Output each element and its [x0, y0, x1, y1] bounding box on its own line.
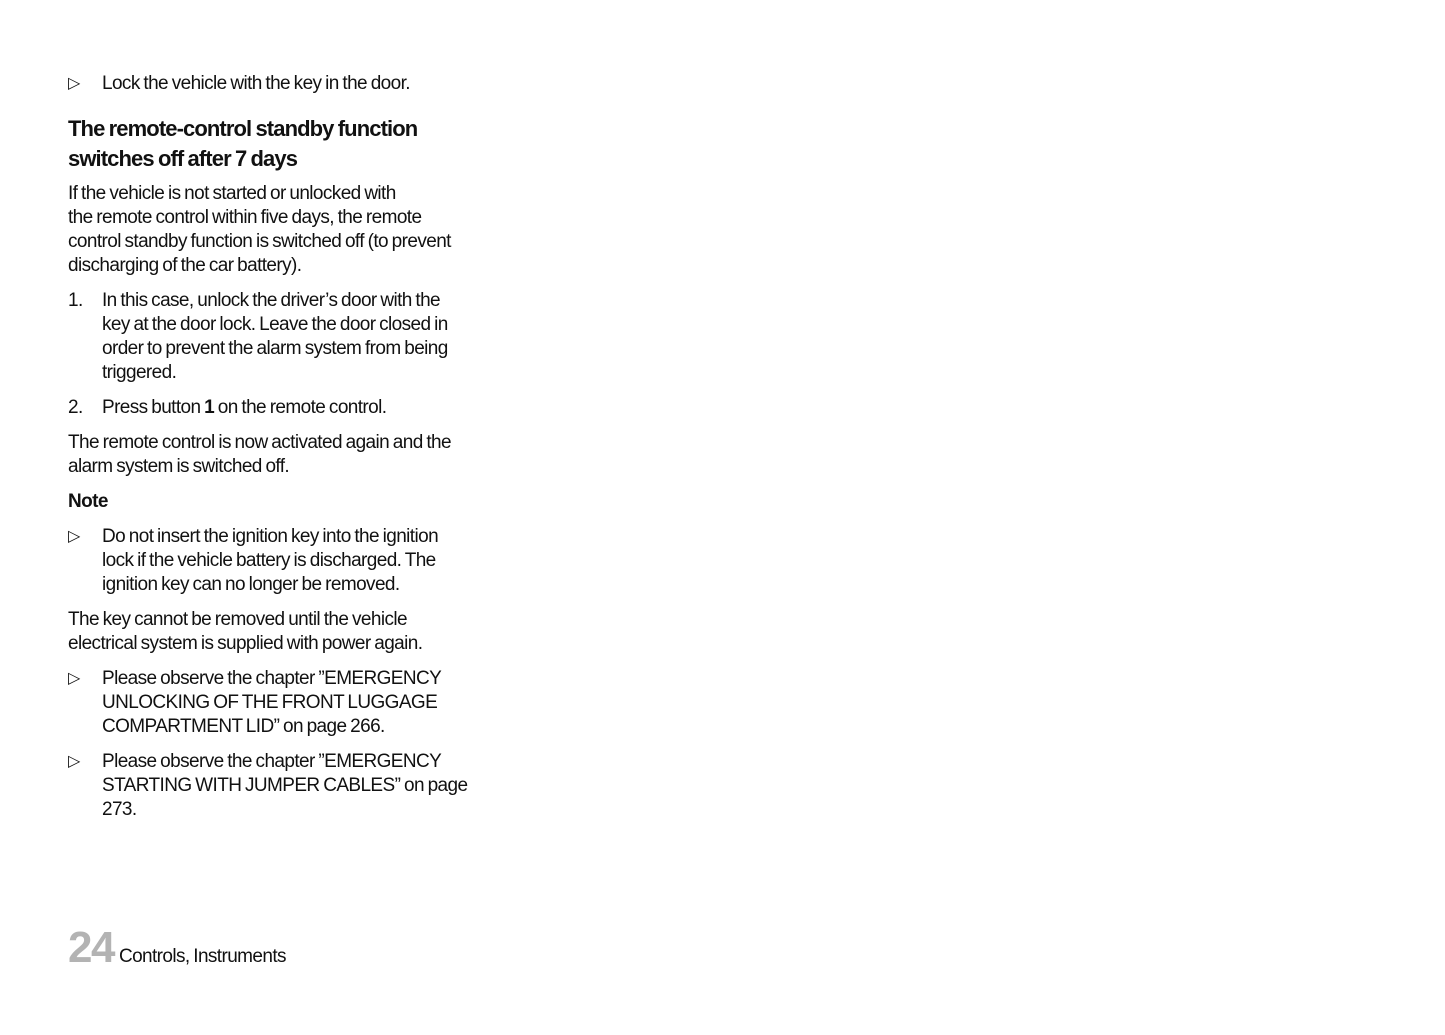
step-line: key at the door lock. Leave the door closed in [102, 314, 448, 335]
page-footer [68, 924, 286, 972]
paragraph-line: control standby function is switched off (to prevent [68, 231, 451, 252]
numbered-step [68, 396, 478, 420]
step-text [102, 289, 478, 385]
bullet-item [68, 72, 478, 96]
triangle-bullet-icon: ▷ [68, 75, 80, 92]
note-heading: Note [68, 491, 108, 512]
paragraph-line: The key cannot be removed until the vehicle [68, 609, 407, 630]
step-line: In this case, unlock the driver’s door with the [102, 290, 441, 311]
section-heading-line: The remote-control standby function [68, 116, 418, 141]
step-text [102, 396, 478, 420]
bullet-text [102, 667, 478, 739]
bullet-line: ignition key can no longer be removed. [102, 574, 400, 595]
paragraph-line: the remote control within five days, the remote [68, 207, 422, 228]
triangle-bullet-icon: ▷ [68, 753, 80, 770]
paragraph-line: If the vehicle is not started or unlocked with [68, 183, 396, 204]
bullet-text [102, 525, 478, 597]
intro-paragraph [68, 182, 478, 278]
section-heading-line: switches off after 7 days [68, 146, 298, 171]
bullet-line: UNLOCKING OF THE FRONT LUGGAGE [102, 692, 438, 713]
triangle-bullet-icon: ▷ [68, 528, 80, 545]
numbered-step [68, 289, 478, 385]
bullet-item [68, 667, 478, 739]
bullet-line: Please observe the chapter ”EMERGENCY [102, 751, 442, 772]
paragraph-line: discharging of the car battery). [68, 255, 302, 276]
step-line: triggered. [102, 362, 177, 383]
activated-paragraph [68, 431, 478, 479]
step-number: 1. [68, 290, 83, 311]
button-reference: 1 [204, 397, 215, 418]
step-text-suffix: on the remote control. [214, 397, 387, 418]
paragraph-line: electrical system is supplied with power again. [68, 633, 423, 654]
page-number: 24 [68, 923, 114, 972]
paragraph-line: alarm system is switched off. [68, 456, 290, 477]
section-heading [68, 114, 478, 174]
footer-section-title: Controls, Instruments [118, 946, 286, 967]
bullet-line: Do not insert the ignition key into the ignition [102, 526, 439, 547]
step-text-prefix: Press button [102, 397, 205, 418]
paragraph-line: The remote control is now activated again and the [68, 432, 451, 453]
bullet-item [68, 525, 478, 597]
bullet-text [102, 750, 478, 822]
bullet-line: STARTING WITH JUMPER CABLES” on page [102, 775, 468, 796]
bullet-item [68, 750, 478, 822]
bullet-line: 273. [102, 799, 137, 820]
bullet-text: Lock the vehicle with the key in the door. [102, 73, 410, 94]
manual-page-column [68, 72, 478, 822]
key-paragraph [68, 608, 478, 656]
step-line: order to prevent the alarm system from being [102, 338, 448, 359]
step-number: 2. [68, 397, 83, 418]
bullet-line: lock if the vehicle battery is discharged. The [102, 550, 436, 571]
triangle-bullet-icon: ▷ [68, 670, 80, 687]
bullet-line: COMPARTMENT LID” on page 266. [102, 716, 385, 737]
bullet-line: Please observe the chapter ”EMERGENCY [102, 668, 442, 689]
